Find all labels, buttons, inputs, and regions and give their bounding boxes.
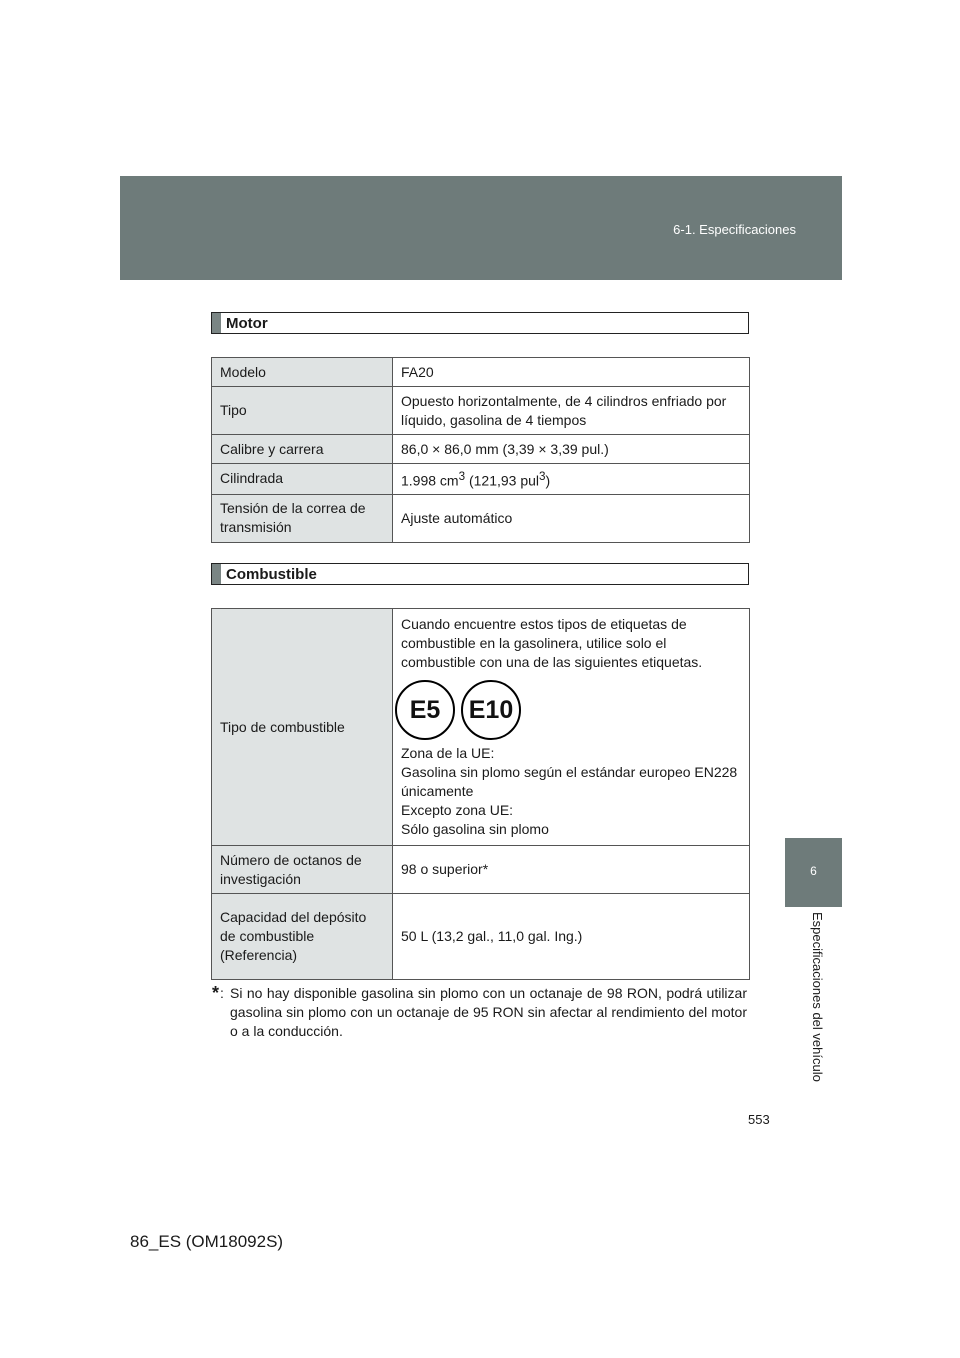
footnote	[212, 984, 747, 1041]
table-row	[212, 846, 750, 894]
table-row	[212, 494, 750, 542]
row-label: Calibre y carrera	[212, 435, 393, 464]
row-value: 86,0 × 86,0 mm (3,39 × 3,39 pul.)	[393, 435, 750, 464]
displacement-end: )	[545, 472, 551, 489]
table-row	[212, 609, 750, 846]
row-label: Número de octanos de investigación	[212, 846, 393, 894]
displacement-main: 1.998 cm	[401, 472, 459, 489]
page-number: 553	[748, 1112, 770, 1127]
row-value: 50 L (13,2 gal., 11,0 gal. Ing.)	[393, 894, 750, 980]
table-row	[212, 464, 750, 495]
fuel-line: Zona de la UE:	[401, 745, 495, 761]
table-row	[212, 358, 750, 387]
row-value: Ajuste automático	[393, 494, 750, 542]
row-label: Tipo de combustible	[212, 609, 393, 846]
row-label: Tipo	[212, 387, 393, 435]
chapter-tab[interactable]	[785, 838, 842, 907]
fuel-line: Sólo gasolina sin plomo	[401, 821, 549, 837]
combustible-heading-text: Combustible	[226, 565, 317, 583]
header-band	[120, 176, 842, 280]
header-section-title: 6-1. Especificaciones	[673, 222, 796, 237]
motor-table	[211, 357, 750, 543]
fuel-intro: Cuando encuentre estos tipos de etiquetas de combustible en la gasolinera, utilice solo el combustible con una de las siguientes etiquetas.	[401, 616, 703, 670]
row-value	[393, 464, 750, 495]
displacement-sup-2: 3	[539, 470, 546, 483]
motor-heading-text: Motor	[226, 314, 268, 332]
displacement-mid: (121,93 pul	[465, 472, 540, 489]
fuel-line: Excepto zona UE:	[401, 802, 514, 818]
row-label: Modelo	[212, 358, 393, 387]
table-row	[212, 435, 750, 464]
heading-bar	[212, 564, 221, 584]
footnote-text: Si no hay disponible gasolina sin plomo con un octanaje de 98 RON, podrá utilizar gasolina sin plomo con un octanaje de 95 RON sin afectar al rendimiento del motor o a la conducción.	[230, 985, 747, 1039]
motor-heading	[211, 312, 749, 334]
row-label: Tensión de la correa de transmisión	[212, 494, 393, 542]
footnote-mark: *	[212, 983, 220, 1003]
fuel-line: Gasolina sin plomo según el estándar europeo EN228 únicamente	[401, 764, 738, 799]
displacement-sup-1: 3	[458, 470, 466, 483]
combustible-heading	[211, 563, 749, 585]
fuel-label-e10-icon: E10	[461, 680, 521, 740]
chapter-number: 6	[810, 864, 817, 878]
chapter-label: Especificaciones del vehículo	[810, 912, 825, 1082]
row-label: Capacidad del depósito de combustible (Referencia)	[212, 894, 393, 980]
row-value: FA20	[393, 358, 750, 387]
row-label: Cilindrada	[212, 464, 393, 495]
row-value: 98 o superior*	[393, 846, 750, 894]
footnote-colon: :	[220, 985, 224, 1001]
table-row	[212, 387, 750, 435]
combustible-table	[211, 608, 750, 980]
table-row	[212, 894, 750, 980]
fuel-badges	[395, 680, 741, 740]
fuel-type-value	[393, 609, 750, 846]
row-value: Opuesto horizontalmente, de 4 cilindros enfriado por líquido, gasolina de 4 tiempos	[393, 387, 750, 435]
fuel-label-e5-icon: E5	[395, 680, 455, 740]
document-code: 86_ES (OM18092S)	[130, 1232, 284, 1251]
heading-bar	[212, 313, 221, 333]
